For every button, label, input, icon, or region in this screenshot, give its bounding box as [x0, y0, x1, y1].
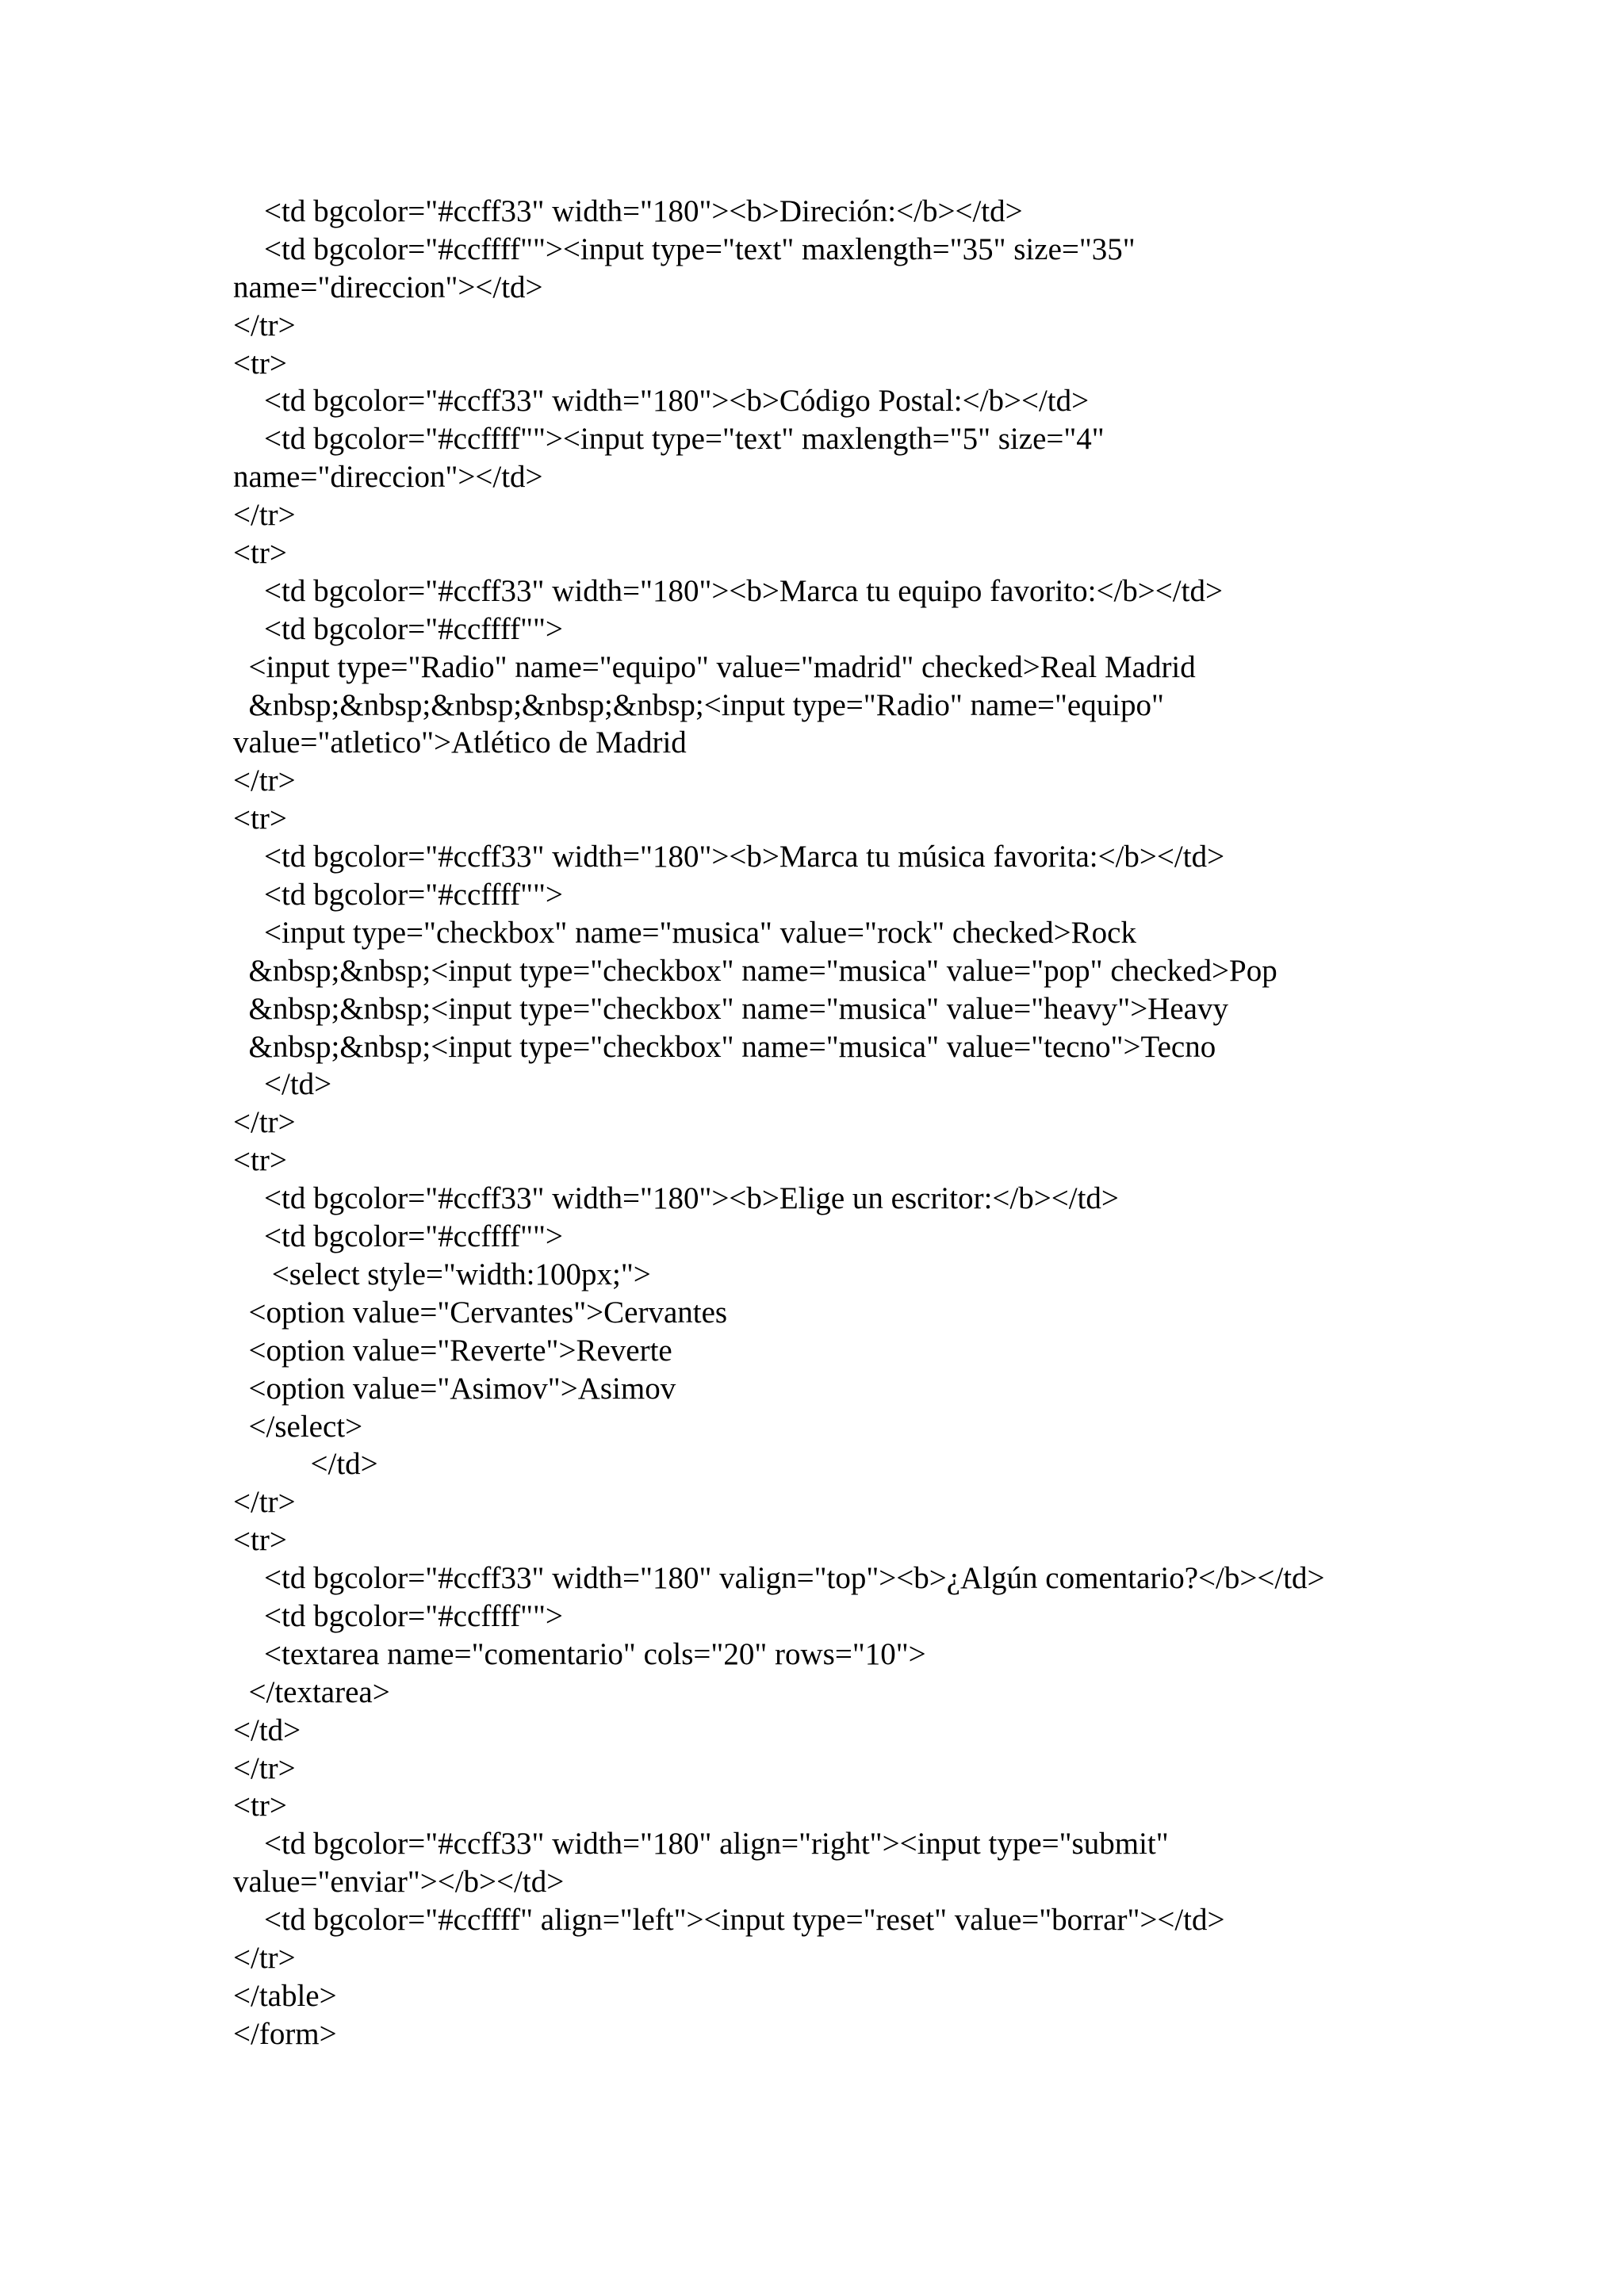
code-line: <td bgcolor="#ccffff"">: [233, 1598, 563, 1633]
code-line: <tr>: [233, 536, 287, 571]
code-line: <option value="Reverte">Reverte: [233, 1333, 672, 1368]
code-line: <td bgcolor="#ccff33" width="180" align="right"><input type="submit": [233, 1827, 1169, 1862]
code-line: </tr>: [233, 1105, 296, 1140]
code-line: &nbsp;&nbsp;<input type="checkbox" name="musica" value="pop" checked>Pop: [233, 953, 1277, 988]
code-line: </tr>: [233, 498, 296, 533]
code-line: </select>: [233, 1409, 363, 1444]
code-line: </tr>: [233, 308, 296, 342]
code-line: <textarea name="comentario" cols="20" rows="10">: [233, 1636, 926, 1671]
html-source-listing: [233, 193, 1438, 2053]
code-line: <tr>: [233, 1789, 287, 1823]
code-line: <option value="Cervantes">Cervantes: [233, 1295, 728, 1330]
code-line: </tr>: [233, 1940, 296, 1975]
code-line: name="direccion"></td>: [233, 460, 543, 495]
code-line: <input type="Radio" name="equipo" value="madrid" checked>Real Madrid: [233, 649, 1196, 684]
code-line: <td bgcolor="#ccffff"">: [233, 1219, 563, 1254]
code-line: </textarea>: [233, 1674, 390, 1709]
code-line: <td bgcolor="#ccff33" width="180"><b>Marca tu equipo favorito:</b></td>: [233, 573, 1223, 608]
code-line: </tr>: [233, 763, 296, 798]
code-line: <td bgcolor="#ccffff" align="left"><input type="reset" value="borrar"></td>: [233, 1903, 1225, 1938]
code-line: </td>: [233, 1712, 301, 1747]
code-line: &nbsp;&nbsp;<input type="checkbox" name="musica" value="tecno">Tecno: [233, 1029, 1216, 1064]
code-line: <tr>: [233, 1143, 287, 1178]
code-line: <td bgcolor="#ccff33" width="180"><b>Marca tu música favorita:</b></td>: [233, 840, 1225, 874]
code-line: <td bgcolor="#ccffff""><input type="text" maxlength="5" size="4": [233, 422, 1105, 457]
code-line: </tr>: [233, 1485, 296, 1520]
code-line: <td bgcolor="#ccffff"">: [233, 878, 563, 913]
code-line: &nbsp;&nbsp;<input type="checkbox" name="musica" value="heavy">Heavy: [233, 991, 1228, 1026]
code-line: value="enviar"></b></td>: [233, 1865, 565, 1900]
code-line: <option value="Asimov">Asimov: [233, 1371, 676, 1406]
code-line: </table>: [233, 1978, 337, 2013]
code-line: <td bgcolor="#ccff33" width="180"><b>Elige un escritor:</b></td>: [233, 1181, 1119, 1216]
code-line: </form>: [233, 2016, 337, 2051]
code-line: <td bgcolor="#ccff33" width="180"><b>Direción:</b></td>: [233, 194, 1023, 228]
code-line: <tr>: [233, 346, 287, 381]
code-line: <td bgcolor="#ccff33" width="180"><b>Código Postal:</b></td>: [233, 384, 1090, 419]
code-line: </td>: [233, 1067, 332, 1102]
code-line: </td>: [233, 1447, 378, 1482]
code-line: <td bgcolor="#ccff33" width="180" valign="top"><b>¿Algún comentario?</b></td>: [233, 1561, 1325, 1596]
code-line: </tr>: [233, 1751, 296, 1785]
code-line: &nbsp;&nbsp;&nbsp;&nbsp;&nbsp;<input type="Radio" name="equipo": [233, 687, 1164, 722]
code-line: value="atletico">Atlético de Madrid: [233, 725, 687, 760]
code-line: <td bgcolor="#ccffff"">: [233, 611, 563, 646]
code-line: name="direccion"></td>: [233, 270, 543, 304]
code-line: <td bgcolor="#ccffff""><input type="text" maxlength="35" size="35": [233, 232, 1136, 266]
code-line: <tr>: [233, 1523, 287, 1558]
code-line: <select style="width:100px;">: [233, 1257, 651, 1292]
code-line: <input type="checkbox" name="musica" value="rock" checked>Rock: [233, 915, 1136, 950]
code-line: <tr>: [233, 802, 287, 836]
